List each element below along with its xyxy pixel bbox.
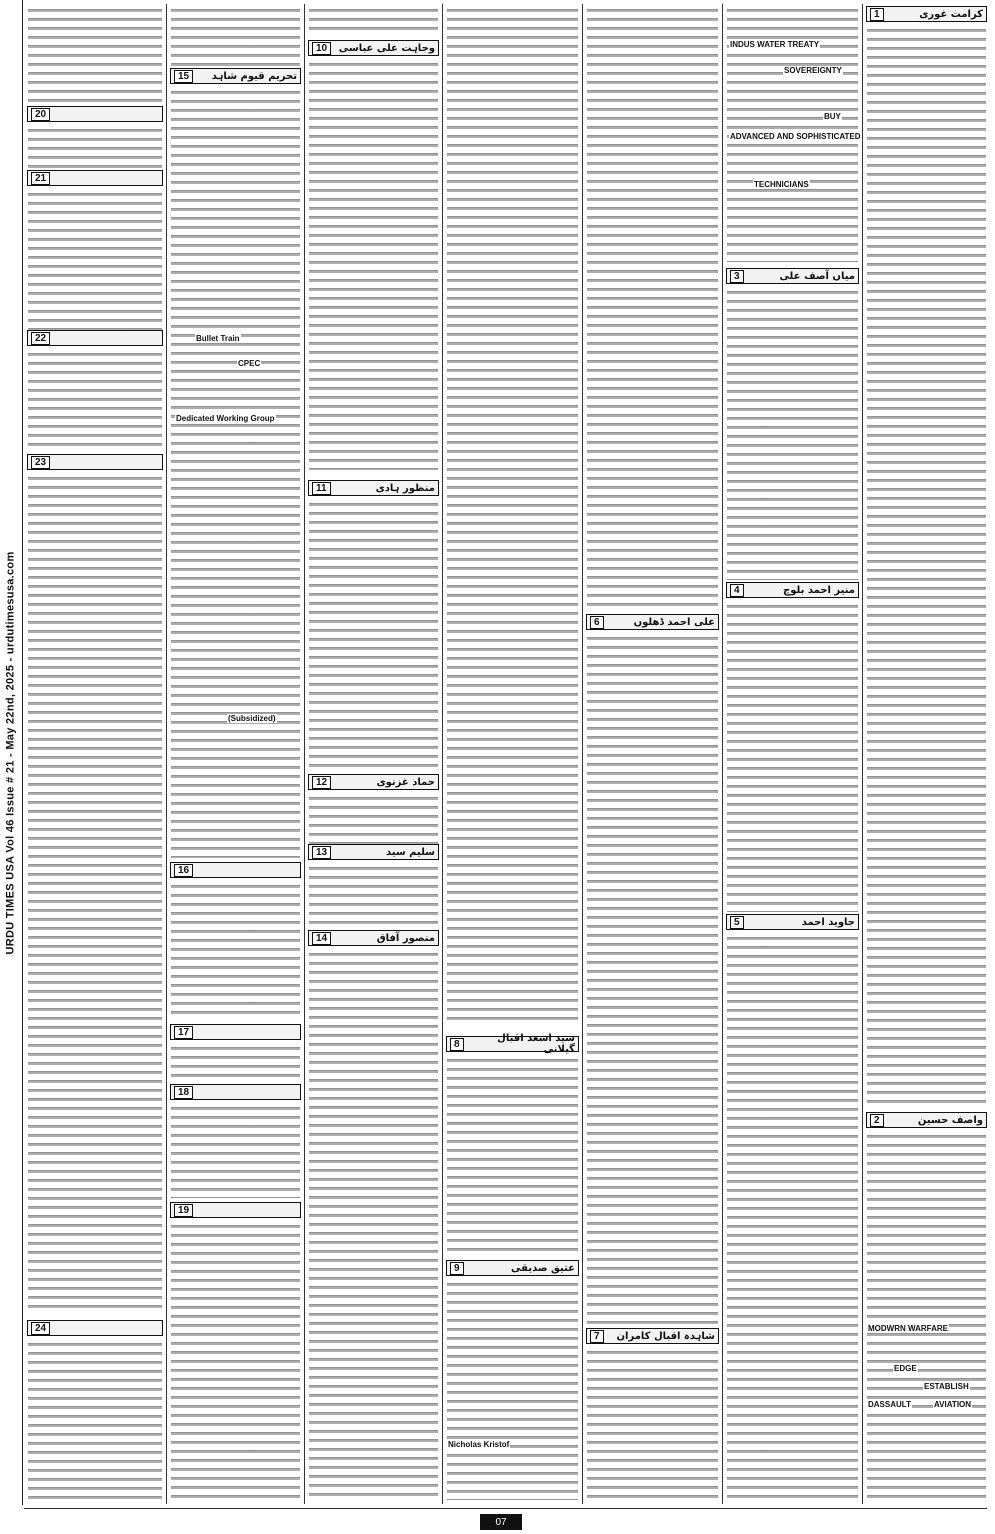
author-name: منیر احمد بلوچ [783,584,855,596]
article-text [309,500,438,772]
author-name: منصور آفاق [376,932,435,944]
article-text [447,1056,578,1252]
article-text [309,60,438,470]
author-name: عتیق صدیقی [511,1262,575,1274]
article-text [309,794,438,846]
article-text [171,1222,300,1500]
section-number: 13 [312,846,331,859]
section-header-15 [170,68,301,84]
article-text [309,6,438,36]
inline-term: Dedicated Working Group [176,414,275,423]
section-number: 1 [870,8,884,21]
section-number: 21 [31,172,50,185]
section-header-5 [726,914,859,930]
inline-term: MODWRN WARFARE [868,1324,948,1333]
page-number: 07 [480,1514,522,1530]
section-number: 20 [31,108,50,121]
section-number: 23 [31,456,50,469]
column-2 [722,4,862,1504]
section-header-12 [308,774,439,790]
section-number: 22 [31,332,50,345]
article-text [727,288,858,580]
article-text [309,864,438,928]
author-name: کرامت غوری [919,8,983,20]
section-header-18 [170,1084,301,1100]
author-name: میاں آصف علی [779,270,855,282]
article-text [28,350,162,446]
section-number: 17 [174,1026,193,1039]
author-name: علی احمد ڈھلوں [633,616,715,628]
article-text [28,1340,162,1500]
section-header-24 [27,1320,163,1336]
column-3 [582,4,722,1504]
article-text [171,882,300,1016]
inline-term: SOVEREIGNTY [784,66,842,75]
section-number: 19 [174,1204,193,1217]
section-number: 18 [174,1086,193,1099]
section-header-4 [726,582,859,598]
section-number: 6 [590,616,604,629]
section-number: 14 [312,932,331,945]
article-text [867,26,986,1106]
inline-term: ADVANCED AND SOPHISTICATED [730,132,861,141]
inline-term: Nicholas Kristof [448,1440,510,1449]
column-6 [166,4,304,1504]
section-number: 9 [450,1262,464,1275]
author-name: وجاہت علی عباسی [338,42,435,54]
author-name: شاہدہ اقبال کامران [616,1330,715,1342]
article-text [309,950,438,1500]
section-number: 2 [870,1114,884,1127]
section-number: 12 [312,776,331,789]
article-text [28,474,162,1314]
column-5 [304,4,442,1504]
section-header-20 [27,106,163,122]
section-header-1 [866,6,987,22]
article-text [171,6,300,66]
section-header-6 [586,614,719,630]
masthead-text: URDU TIMES USA Vol 46 Issue # 21 - May 22nd, 2025 - urdutimesusa.com [5,550,18,955]
section-number: 4 [730,584,744,597]
inline-term: TECHNICIANS [754,180,809,189]
section-header-2 [866,1112,987,1128]
article-text [587,634,718,1324]
section-header-22 [27,330,163,346]
section-header-21 [27,170,163,186]
inline-term: BUY [824,112,841,121]
article-text [28,6,162,102]
column-grid [24,4,990,1504]
section-header-19 [170,1202,301,1218]
section-number: 24 [31,1322,50,1335]
author-name: سید اسعد اقبال گیلانی [497,1033,575,1055]
author-name: جاوید احمد [801,916,855,928]
article-text [28,126,162,172]
inline-term: AVIATION [934,1400,972,1409]
section-number: 10 [312,42,331,55]
section-header-10 [308,40,439,56]
article-text [447,6,578,1026]
article-text [447,1280,578,1500]
section-number: 16 [174,864,193,877]
inline-term: EDGE [894,1364,917,1373]
section-header-17 [170,1024,301,1040]
side-masthead [0,0,23,1505]
section-number: 11 [312,482,331,495]
author-name: منظور ہادی [375,482,435,494]
column-4 [442,4,582,1504]
article-text [171,1044,300,1080]
article-text [727,602,858,912]
author-name: حماد غزنوی [376,776,435,788]
section-number: 15 [174,70,193,83]
section-number: 3 [730,270,744,283]
article-text [867,1132,986,1500]
article-text [587,1348,718,1500]
section-header-3 [726,268,859,284]
inline-term: CPEC [238,359,261,368]
inline-term: ESTABLISH [924,1382,969,1391]
section-header-7 [586,1328,719,1344]
article-text [28,190,162,330]
author-name: واصف حسین [917,1114,983,1126]
article-text [171,88,300,858]
section-number: 7 [590,1330,604,1343]
article-text [727,934,858,1500]
article-text [587,6,718,606]
author-name: سلیم سید [385,846,435,858]
section-header-11 [308,480,439,496]
section-header-14 [308,930,439,946]
author-name: تحریم قیوم شاہد [211,70,297,82]
footer-rule [24,1508,987,1509]
section-header-23 [27,454,163,470]
section-header-9 [446,1260,579,1276]
column-7 [24,4,166,1504]
section-number: 5 [730,916,744,929]
inline-term: (Subsidized) [228,714,276,723]
section-number: 8 [450,1038,464,1051]
inline-term: DASSAULT [868,1400,911,1409]
section-header-8 [446,1033,579,1055]
article-text [171,1104,300,1198]
inline-term: INDUS WATER TREATY [730,40,820,49]
section-header-16 [170,862,301,878]
section-header-13 [308,844,439,860]
inline-term: Bullet Train [196,334,240,343]
column-1 [862,4,990,1504]
